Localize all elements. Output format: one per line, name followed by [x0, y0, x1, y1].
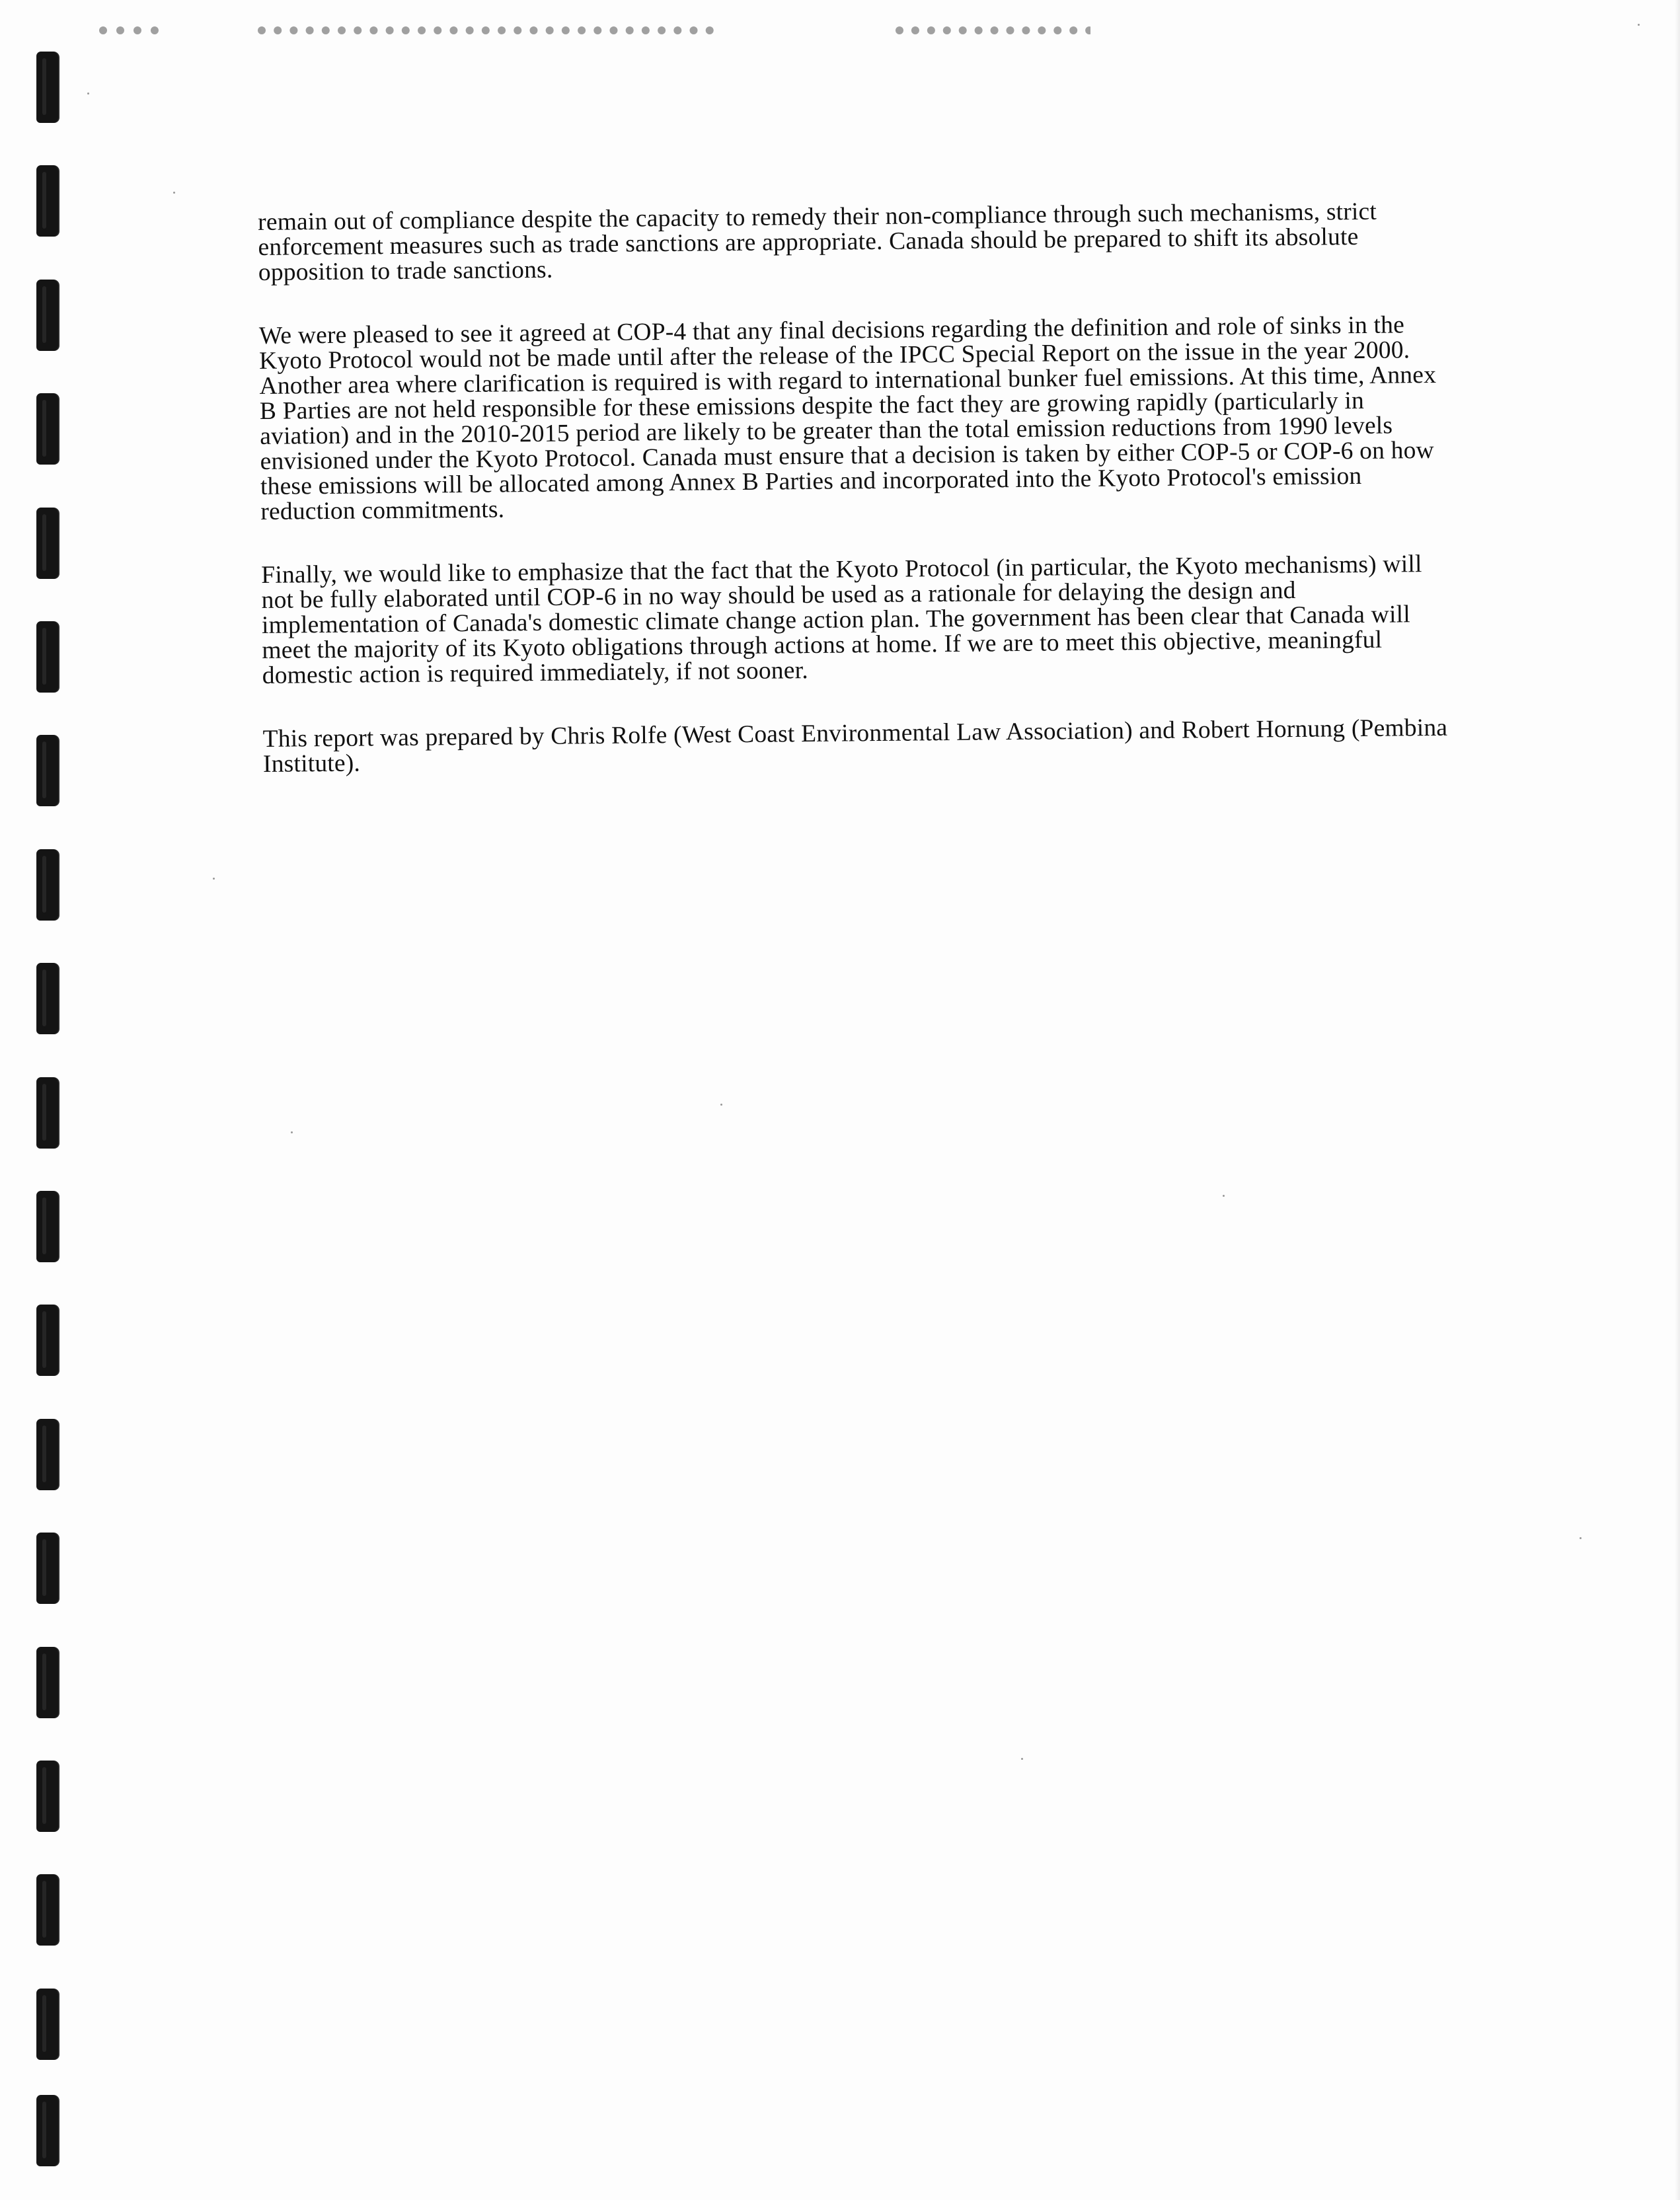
punch-hole — [37, 165, 58, 237]
paragraph-domestic-action: Finally, we would like to emphasize that the fact that the Kyoto Protocol (in particular, the Kyoto mechanisms) will not be fully elaborated until COP-6 in no way should be used as a rationale for delaying the design and implementation of Canada's domestic climate change action plan. The government has been clear that Canada will meet the majority of its Kyoto obligations through actions at home. If we are to meet this objective, meaningful domestic action is required immediately, if not sooner. — [261, 550, 1422, 689]
punch-hole — [37, 735, 58, 806]
punch-hole — [37, 1191, 58, 1262]
scan-speck — [1580, 1537, 1582, 1539]
punch-hole — [37, 1647, 58, 1718]
paragraph-trade-sanctions: remain out of compliance despite the capacity to remedy their non-compliance through such mechanisms, strict enforcement measures such as trade sanctions are appropriate. Canada should be prepared to shift its absolute opposition to trade sanctions. — [257, 198, 1377, 286]
punch-hole — [37, 1077, 58, 1149]
punch-hole — [37, 1989, 58, 2060]
scan-speck — [1021, 1758, 1023, 1760]
fax-header-date-smudge — [99, 12, 159, 34]
paragraph-prepared-by: This report was prepared by Chris Rolfe (West Coast Environmental Law Association) and Robert Hornung (Pembina Institute). — [262, 714, 1448, 778]
fax-header-time-smudge — [258, 12, 714, 34]
scan-speck — [213, 878, 215, 880]
binder-punch-holes — [0, 0, 79, 2200]
letter-body — [258, 199, 1460, 816]
fax-transmission-header — [99, 12, 1090, 34]
scan-speck — [1223, 1195, 1225, 1197]
scan-speck — [1638, 24, 1640, 26]
punch-hole — [37, 393, 58, 465]
punch-hole — [37, 1874, 58, 1946]
punch-hole — [37, 1305, 58, 1376]
fax-header-sender-smudge — [896, 12, 1090, 34]
punch-hole — [37, 1419, 58, 1490]
punch-hole — [37, 849, 58, 921]
punch-hole — [37, 963, 58, 1034]
scan-speck — [87, 93, 89, 95]
page-edge-shadow — [1675, 0, 1680, 2200]
punch-hole — [37, 280, 58, 351]
punch-hole — [37, 1533, 58, 1604]
paragraph-sinks-and-bunker-fuels: We were pleased to see it agreed at COP-4 that any final decisions regarding the definition and role of sinks in the Kyoto Protocol would not be made until after the release of the IPCC Special Report on the issue in the year 2000. Another area where clarification is required is with regard to international bunker fuel emissions. At this time, Annex B Parties are not held responsible for these emissions despite the fact they are growing rapidly (particularly in aviation) and in the 2010-2015 period are likely to be greater than the total emission reductions from 1990 levels envisioned under the Kyoto Protocol. Canada must ensure that a decision is taken by either COP-5 or COP-6 on how these emissions will be allocated among Annex B Parties and incorporated into the Kyoto Protocol's emission reduction commitments. — [258, 311, 1437, 525]
scan-speck — [720, 1104, 722, 1106]
punch-hole — [37, 1761, 58, 1832]
punch-hole — [37, 52, 58, 123]
punch-hole — [37, 508, 58, 579]
scan-speck — [173, 192, 175, 194]
punch-hole — [37, 621, 58, 693]
scan-speck — [291, 1131, 293, 1133]
punch-hole — [37, 2095, 58, 2166]
